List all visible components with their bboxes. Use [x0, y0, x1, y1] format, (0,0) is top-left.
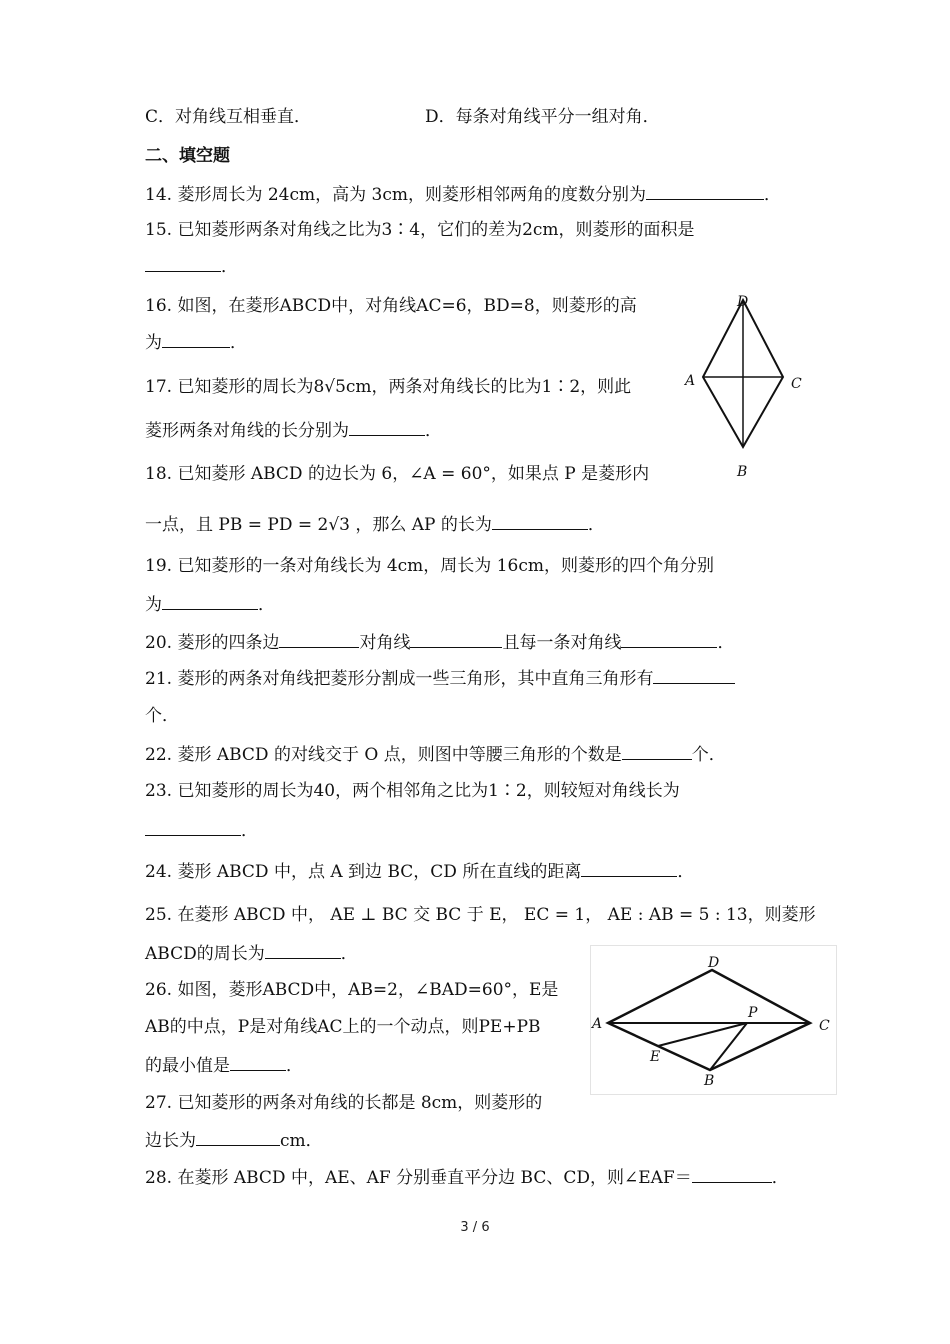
option-c: C．对角线互相垂直．: [145, 107, 312, 127]
question-25: 25. 在菱形 ABCD 中， AE ⊥ BC 交 BC 于 E， EC = 1， AE : AB = 5 : 13，则菱形: [145, 905, 816, 925]
question-25-cont: ABCD的周长为 ．: [145, 944, 358, 964]
rhombus-figure-2: [590, 945, 835, 1093]
answer-blank: [622, 743, 692, 760]
question-17-cont: 菱形两条对角线的长分别为 ．: [145, 421, 442, 441]
rhombus-figure-1: [675, 290, 825, 485]
answer-blank: [265, 942, 341, 959]
question-19-cont: 为 ．: [145, 595, 275, 615]
label-a: A: [592, 1016, 603, 1032]
label-p: P: [748, 1005, 758, 1021]
label-b: B: [704, 1073, 715, 1089]
answer-blank: [196, 1129, 280, 1146]
label-c: C: [819, 1018, 830, 1034]
segment-pe: [658, 1023, 747, 1046]
answer-blank: [492, 513, 588, 530]
answer-blank: [145, 819, 241, 836]
question-28: 28. 在菱形 ABCD 中，AE、AF 分别垂直平分边 BC、CD，则∠EAF＝ ．: [145, 1168, 789, 1188]
answer-blank: [581, 860, 677, 877]
answer-blank: [349, 419, 425, 436]
answer-blank: [692, 1166, 772, 1183]
question-18: 18. 已知菱形 ABCD 的边长为 6，∠A = 60°，如果点 P 是菱形内: [145, 464, 650, 484]
question-21: 21. 菱形的两条对角线把菱形分割成一些三角形，其中直角三角形有: [145, 667, 735, 690]
question-26: 26. 如图，菱形ABCD中，AB=2，∠BAD=60°，E是: [145, 980, 559, 1000]
segment-pb: [710, 1023, 747, 1070]
option-d: D．每条对角线平分一组对角．: [425, 107, 660, 127]
question-26-cont: AB的中点，P是对角线AC上的一个动点，则PE+PB: [145, 1017, 541, 1037]
question-16: 16. 如图，在菱形ABCD中，对角线AC=6，BD=8，则菱形的高: [145, 296, 637, 316]
answer-blank: [162, 593, 258, 610]
question-21-cont: 个．: [145, 706, 179, 726]
question-23: 23. 已知菱形的周长为40，两个相邻角之比为1∶2，则较短对角线长为: [145, 781, 680, 801]
rhombus-outline: [608, 970, 810, 1070]
label-d: D: [708, 955, 720, 971]
page-number: 3 / 6: [460, 1220, 490, 1235]
question-27: 27. 已知菱形的两条对角线的长都是 8cm，则菱形的: [145, 1093, 543, 1113]
answer-blank: [621, 631, 717, 648]
answer-blank: [410, 631, 502, 648]
question-16-cont: 为 ．: [145, 333, 247, 353]
label-d: D: [737, 294, 749, 310]
question-18-cont: 一点，且 PB = PD = 2√3 ，那么 AP 的长为 ．: [145, 515, 605, 535]
label-a: A: [685, 373, 696, 389]
section-heading: 二、填空题: [145, 146, 230, 166]
question-22: 22. 菱形 ABCD 的对线交于 O 点，则图中等腰三角形的个数是 个．: [145, 745, 726, 765]
question-15-blank: ．: [145, 255, 238, 278]
question-27-cont: 边长为 cm．: [145, 1131, 323, 1151]
answer-blank: [230, 1054, 286, 1071]
question-24: 24. 菱形 ABCD 中，点 A 到边 BC，CD 所在直线的距离 ．: [145, 862, 695, 882]
question-17: 17. 已知菱形的周长为8√5cm，两条对角线长的比为1∶2，则此: [145, 377, 632, 397]
answer-blank: [145, 255, 221, 272]
question-19: 19. 已知菱形的一条对角线长为 4cm，周长为 16cm，则菱形的四个角分别: [145, 556, 714, 576]
question-15: 15. 已知菱形两条对角线之比为3∶4，它们的差为2cm，则菱形的面积是: [145, 220, 695, 240]
question-26-cont2: 的最小值是 ．: [145, 1056, 303, 1076]
question-20: 20. 菱形的四条边 对角线 且每一条对角线 ．: [145, 633, 735, 653]
label-c: C: [791, 376, 802, 392]
label-b: B: [737, 464, 748, 480]
question-23-blank: ．: [145, 819, 258, 842]
answer-blank: [162, 331, 230, 348]
label-e: E: [650, 1049, 661, 1065]
answer-blank: [646, 183, 764, 200]
answer-blank: [653, 667, 735, 684]
question-14: 14. 菱形周长为 24cm，高为 3cm，则菱形相邻两角的度数分别为 ．: [145, 185, 781, 205]
answer-blank: [279, 631, 359, 648]
